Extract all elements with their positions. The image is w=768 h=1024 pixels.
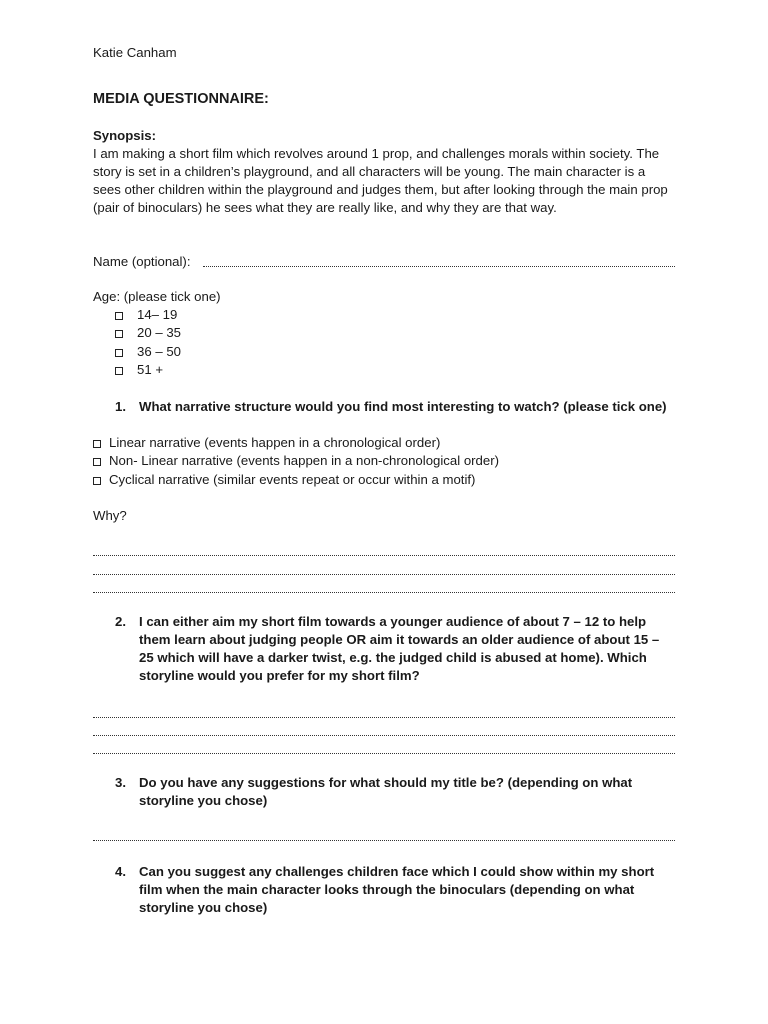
age-option-label: 14– 19 [137, 307, 178, 322]
name-input-line[interactable] [203, 253, 675, 271]
age-option-label: 36 – 50 [137, 344, 181, 359]
synopsis-text: I am making a short film which revolves around 1 prop, and challenges morals within society. The story is set in a children’s playground, and all characters will be young. The main character is a sees other children within the playground and judges them, but after looking through the main prop (pair of binoculars) he sees what they are really like, and why they are that way. [93, 146, 668, 215]
question-4-number: 4. [115, 864, 126, 879]
name-label: Name (optional): [93, 254, 191, 269]
answer-line[interactable] [93, 827, 675, 845]
narrative-option-label: Cyclical narrative (similar events repeat or occur within a motif) [109, 472, 476, 487]
narrative-option[interactable] [93, 434, 440, 452]
age-option-label: 51 + [137, 362, 164, 377]
synopsis-heading: Synopsis: [93, 128, 157, 143]
author-name: Katie Canham [93, 45, 177, 60]
answer-line[interactable] [93, 579, 675, 597]
question-1-number: 1. [115, 399, 126, 414]
page-title: MEDIA QUESTIONNAIRE: [93, 91, 269, 107]
why-label: Why? [93, 508, 127, 523]
answer-line[interactable] [93, 704, 675, 722]
age-label: Age: (please tick one) [93, 289, 221, 304]
checkbox-icon[interactable] [115, 367, 123, 375]
narrative-option[interactable] [93, 452, 499, 470]
age-option[interactable] [115, 306, 177, 324]
narrative-option[interactable] [93, 471, 475, 489]
question-4-text: Can you suggest any challenges children face which I could show within my short film when the main character looks through the binoculars (depending on what storyline you chose) [139, 864, 655, 915]
answer-line[interactable] [93, 722, 675, 740]
age-option[interactable] [115, 324, 181, 342]
age-option[interactable] [115, 343, 181, 361]
narrative-option-label: Linear narrative (events happen in a chronological order) [109, 435, 441, 450]
answer-line[interactable] [93, 561, 675, 579]
checkbox-icon[interactable] [115, 349, 123, 357]
answer-line[interactable] [93, 740, 675, 758]
question-1-text: What narrative structure would you find most interesting to watch? (please tick one) [139, 399, 667, 414]
checkbox-icon[interactable] [93, 477, 101, 485]
checkbox-icon[interactable] [115, 312, 123, 320]
checkbox-icon[interactable] [93, 458, 101, 466]
narrative-option-label: Non- Linear narrative (events happen in a non-chronological order) [109, 453, 499, 468]
age-option-label: 20 – 35 [137, 325, 181, 340]
age-option[interactable] [115, 361, 163, 379]
checkbox-icon[interactable] [93, 440, 101, 448]
checkbox-icon[interactable] [115, 330, 123, 338]
question-2-number: 2. [115, 614, 126, 629]
question-2-text: I can either aim my short film towards a younger audience of about 7 – 12 to help them learn about judging people OR aim it towards an older audience of about 15 – 25 which will have a darker twist, e.g. the judged child is abused at home). Which storyline would you prefer for my short film? [139, 614, 660, 683]
question-3-text: Do you have any suggestions for what should my title be? (depending on what storyline you chose) [139, 775, 633, 808]
answer-line[interactable] [93, 542, 675, 560]
question-3-number: 3. [115, 775, 126, 790]
